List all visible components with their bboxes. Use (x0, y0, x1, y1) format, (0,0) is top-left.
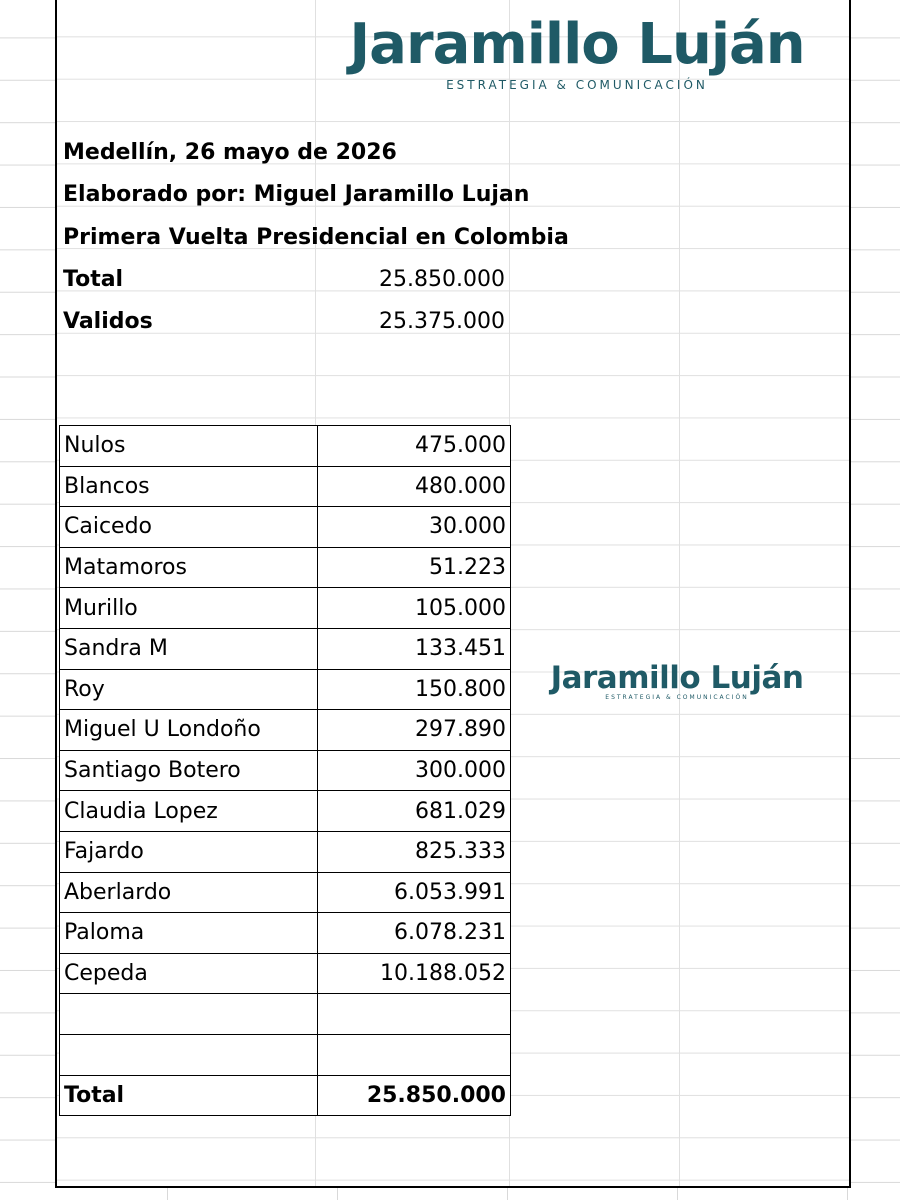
table-row (60, 547, 511, 588)
cell-name[interactable]: Sandra M (60, 628, 318, 669)
cell-value[interactable]: 133.451 (318, 628, 511, 669)
cell-name[interactable]: Matamoros (60, 547, 318, 588)
cell-name[interactable]: Nulos (60, 426, 318, 467)
cell-name[interactable]: Total (60, 1075, 318, 1116)
table-row (60, 953, 511, 994)
cell-name[interactable]: Miguel U Londoño (60, 710, 318, 751)
summary-total-row (63, 259, 505, 301)
cell-value[interactable] (318, 1034, 511, 1075)
cell-name[interactable]: Claudia Lopez (60, 791, 318, 832)
summary-total-label: Total (63, 267, 124, 292)
table-row (60, 1075, 511, 1116)
table-row (60, 994, 511, 1035)
table-row (60, 426, 511, 467)
summary-valid-row (63, 301, 505, 343)
summary-valid-value: 25.375.000 (379, 309, 505, 334)
table-row (60, 791, 511, 832)
cell-name[interactable]: Murillo (60, 588, 318, 629)
brand-tagline-small: ESTRATEGIA & COMUNICACIÓN (605, 694, 749, 701)
cell-name[interactable]: Fajardo (60, 831, 318, 872)
cell-value[interactable]: 825.333 (318, 831, 511, 872)
cell-value[interactable]: 480.000 (318, 466, 511, 507)
summary-valid-label: Validos (63, 309, 153, 334)
cell-value[interactable]: 6.053.991 (318, 872, 511, 913)
table-row (60, 669, 511, 710)
cell-value[interactable]: 25.850.000 (318, 1075, 511, 1116)
table-row (60, 913, 511, 954)
brand-tagline: ESTRATEGIA & COMUNICACIÓN (446, 78, 708, 92)
results-table (59, 425, 511, 1116)
cell-value[interactable]: 681.029 (318, 791, 511, 832)
cell-name[interactable]: Aberlardo (60, 872, 318, 913)
cell-value[interactable]: 150.800 (318, 669, 511, 710)
cell-value[interactable]: 30.000 (318, 507, 511, 548)
author-line: Elaborado por: Miguel Jaramillo Lujan (63, 182, 530, 207)
cell-name[interactable]: Cepeda (60, 953, 318, 994)
table-row (60, 466, 511, 507)
cell-value[interactable]: 10.188.052 (318, 953, 511, 994)
table-row (60, 507, 511, 548)
place-date: Medellín, 26 mayo de 2026 (63, 140, 397, 165)
brand-name: Jaramillo Luján (349, 12, 805, 77)
cell-value[interactable] (318, 994, 511, 1035)
cell-name[interactable] (60, 994, 318, 1035)
report-title: Primera Vuelta Presidencial en Colombia (63, 225, 569, 250)
table-row (60, 710, 511, 751)
cell-name[interactable] (60, 1034, 318, 1075)
brand-logo-watermark (527, 658, 827, 702)
cell-name[interactable]: Caicedo (60, 507, 318, 548)
table-row (60, 750, 511, 791)
cell-value[interactable]: 6.078.231 (318, 913, 511, 954)
cell-name[interactable]: Roy (60, 669, 318, 710)
table-row (60, 872, 511, 913)
cell-value[interactable]: 51.223 (318, 547, 511, 588)
cell-name[interactable]: Santiago Botero (60, 750, 318, 791)
cell-value[interactable]: 300.000 (318, 750, 511, 791)
cell-name[interactable]: Blancos (60, 466, 318, 507)
cell-value[interactable]: 475.000 (318, 426, 511, 467)
summary-total-value: 25.850.000 (379, 267, 505, 292)
brand-logo-top (307, 8, 847, 92)
spreadsheet-sheet (55, 0, 851, 1188)
table-row (60, 1034, 511, 1075)
table-row (60, 628, 511, 669)
brand-name-small: Jaramillo Luján (550, 660, 804, 696)
cell-name[interactable]: Paloma (60, 913, 318, 954)
cell-value[interactable]: 297.890 (318, 710, 511, 751)
cell-value[interactable]: 105.000 (318, 588, 511, 629)
table-row (60, 588, 511, 629)
table-row (60, 831, 511, 872)
